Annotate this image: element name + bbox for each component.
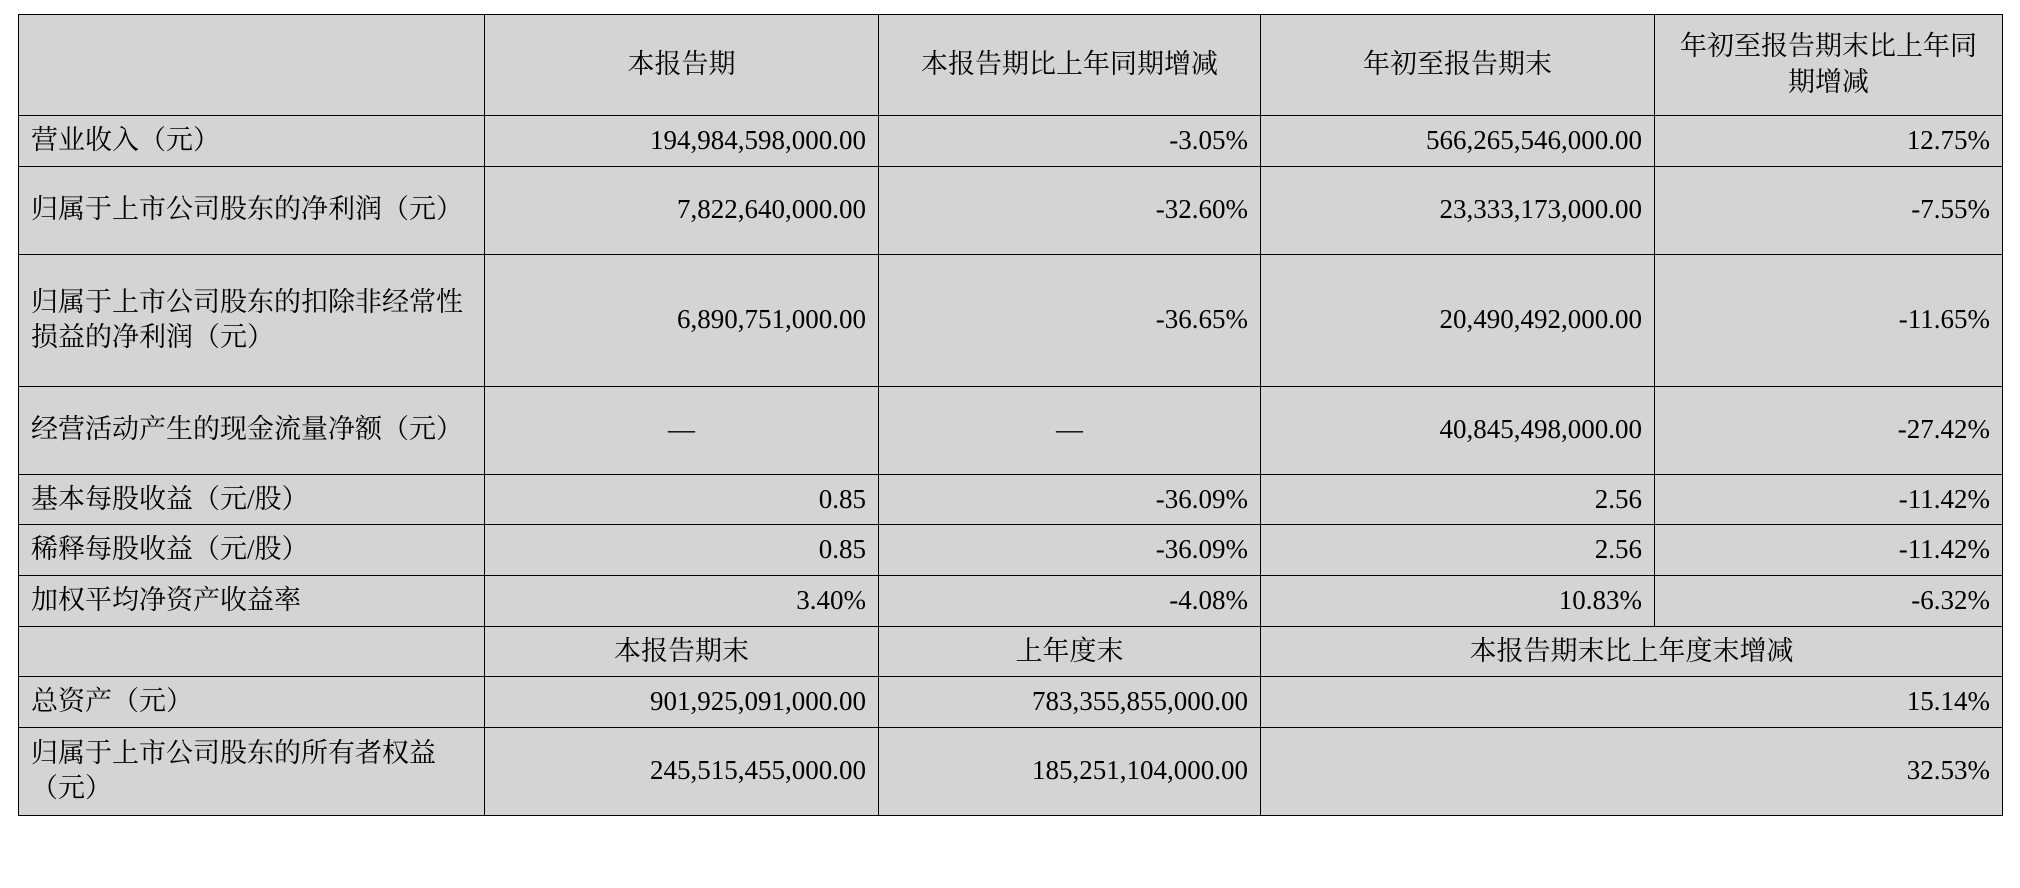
cell-diluted-eps-current: 0.85: [485, 525, 879, 576]
table-row: [19, 166, 2003, 254]
subheader-col-change: 本报告期末比上年度末增减: [1261, 626, 2003, 677]
cell-weighted-roe-ytd: 10.83%: [1261, 575, 1655, 626]
row-label-weighted-roe: 加权平均净资产收益率: [19, 575, 485, 626]
subheader-col-prior-year-end: 上年度末: [879, 626, 1261, 677]
row-label-basic-eps: 基本每股收益（元/股）: [19, 474, 485, 525]
cell-cash-flow-current: —: [485, 386, 879, 474]
header-col-current-period: 本报告期: [485, 15, 879, 116]
table-subheader-row: [19, 626, 2003, 677]
cell-net-profit-excl-current-yoy: -36.65%: [879, 254, 1261, 386]
cell-revenue-current: 194,984,598,000.00: [485, 116, 879, 167]
cell-diluted-eps-ytd: 2.56: [1261, 525, 1655, 576]
row-label-operating-cash-flow: 经营活动产生的现金流量净额（元）: [19, 386, 485, 474]
table-row: [19, 727, 2003, 815]
header-col-current-period-yoy: 本报告期比上年同期增减: [879, 15, 1261, 116]
cell-net-profit-current: 7,822,640,000.00: [485, 166, 879, 254]
cell-net-profit-excl-current: 6,890,751,000.00: [485, 254, 879, 386]
cell-net-profit-excl-ytd-yoy: -11.65%: [1655, 254, 2003, 386]
cell-revenue-current-yoy: -3.05%: [879, 116, 1261, 167]
cell-equity-period-end: 245,515,455,000.00: [485, 727, 879, 815]
cell-diluted-eps-current-yoy: -36.09%: [879, 525, 1261, 576]
cell-equity-change: 32.53%: [1261, 727, 2003, 815]
cell-net-profit-ytd-yoy: -7.55%: [1655, 166, 2003, 254]
row-label-equity-attributable: 归属于上市公司股东的所有者权益（元）: [19, 727, 485, 815]
table-row: [19, 254, 2003, 386]
row-label-net-profit-excl-nonrecurring: 归属于上市公司股东的扣除非经常性损益的净利润（元）: [19, 254, 485, 386]
cell-basic-eps-current-yoy: -36.09%: [879, 474, 1261, 525]
cell-net-profit-ytd: 23,333,173,000.00: [1261, 166, 1655, 254]
cell-cash-flow-current-yoy: —: [879, 386, 1261, 474]
header-corner-cell: [19, 15, 485, 116]
cell-cash-flow-ytd: 40,845,498,000.00: [1261, 386, 1655, 474]
cell-weighted-roe-current: 3.40%: [485, 575, 879, 626]
header-col-ytd-yoy: 年初至报告期末比上年同期增减: [1655, 15, 2003, 116]
cell-total-assets-period-end: 901,925,091,000.00: [485, 677, 879, 728]
cell-net-profit-excl-ytd: 20,490,492,000.00: [1261, 254, 1655, 386]
cell-basic-eps-ytd: 2.56: [1261, 474, 1655, 525]
subheader-col-period-end: 本报告期末: [485, 626, 879, 677]
table-row: [19, 116, 2003, 167]
table-row: [19, 525, 2003, 576]
cell-revenue-ytd: 566,265,546,000.00: [1261, 116, 1655, 167]
table-row: [19, 575, 2003, 626]
cell-equity-prior-year-end: 185,251,104,000.00: [879, 727, 1261, 815]
table-header-row: [19, 15, 2003, 116]
header-col-ytd: 年初至报告期末: [1261, 15, 1655, 116]
row-label-diluted-eps: 稀释每股收益（元/股）: [19, 525, 485, 576]
financial-summary-table: [18, 14, 2003, 816]
cell-basic-eps-ytd-yoy: -11.42%: [1655, 474, 2003, 525]
cell-cash-flow-ytd-yoy: -27.42%: [1655, 386, 2003, 474]
cell-total-assets-change: 15.14%: [1261, 677, 2003, 728]
table-row: [19, 474, 2003, 525]
table-row: [19, 677, 2003, 728]
cell-weighted-roe-ytd-yoy: -6.32%: [1655, 575, 2003, 626]
cell-net-profit-current-yoy: -32.60%: [879, 166, 1261, 254]
cell-weighted-roe-current-yoy: -4.08%: [879, 575, 1261, 626]
table-row: [19, 386, 2003, 474]
row-label-revenue: 营业收入（元）: [19, 116, 485, 167]
subheader-corner-cell: [19, 626, 485, 677]
cell-total-assets-prior-year-end: 783,355,855,000.00: [879, 677, 1261, 728]
cell-basic-eps-current: 0.85: [485, 474, 879, 525]
row-label-net-profit: 归属于上市公司股东的净利润（元）: [19, 166, 485, 254]
cell-diluted-eps-ytd-yoy: -11.42%: [1655, 525, 2003, 576]
cell-revenue-ytd-yoy: 12.75%: [1655, 116, 2003, 167]
row-label-total-assets: 总资产（元）: [19, 677, 485, 728]
